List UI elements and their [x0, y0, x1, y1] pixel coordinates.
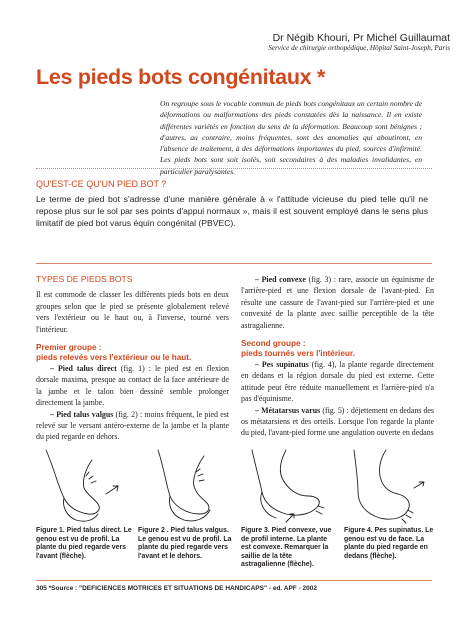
group2-title	[241, 339, 434, 359]
group1-subtitle: pieds relevés vers l'extérieur ou le haut.	[36, 353, 192, 363]
figure-1-illustration	[46, 450, 118, 521]
figure-4-caption: Figure 4. Pes supinatus. Le genou est vu de face. La plante du pied regarde en dedans (flèche).	[344, 527, 434, 560]
convexe-text: (fig. 3) : rare, associe un équinisme de l'arrière-pied et une flexion dorsale de l'avant-pied. En résulte une cassure de l'avant-pied sur l'arrière-pied et une convexité de la plante avec saillie perceptible de la tête astragalienne.	[241, 275, 435, 330]
footer-divider	[36, 580, 432, 581]
types-intro: Il est commode de classer les différents pieds bots en deux groupes selon que le pied se présente globalement relevé vers l'extérieur ou le haut ou, à l'inverse, tourné vers l'intérieur.	[36, 290, 229, 334]
authors: Dr Négib Khouri, Pr Michel Guillaumat	[272, 32, 450, 44]
talus-valgus-paragraph	[36, 409, 229, 443]
supinatus-paragraph	[241, 359, 434, 405]
group1-title	[36, 343, 229, 363]
group1-title-text: Premier groupe :	[36, 343, 102, 353]
group2-subtitle: pieds tournés vers l'intérieur.	[241, 349, 355, 359]
talus-direct-label: – Pied talus direct	[50, 364, 117, 374]
talus-direct-text: (fig. 1) : le pied est en flexion dorsale maxima, presque au contact de la face antérieure de la jambe et le talon bien dessiné semble prolonger directement la jambe.	[36, 364, 229, 408]
talus-valgus-label: – Pied talus valgus	[50, 409, 114, 419]
figure-2-illustration	[158, 450, 210, 521]
talus-valgus-text: (fig. 2) : moins fréquent, le pied est relevé sur le versant antéro-externe de la jambe et la plante du pied regarde en dehors.	[36, 409, 229, 442]
figure-4-illustration	[354, 450, 424, 523]
metatarsus-label: – Métatarsus varus	[255, 405, 321, 415]
types-heading: TYPES DE PIEDS BOTS	[36, 274, 133, 284]
intro-paragraph: On regroupe sous le vocable commun de pieds bots congénitaux un certain nombre de déformations ou malformations des pieds constatées dès la naissance. Il en existe différentes variétés en fonction du sens de la déformation. Beaucoup sont bénignes ; d'autres, au contraire, moins fréquentes, sont des anomalies qui aboutiront, en l'absence de traitement, à des déformations importantes du pied, sources d'infirmité. Les pieds bots sont soit isolés, soit secondaires à des maladies invalidantes, en particulier paralysantes.	[160, 99, 422, 176]
figure-2-caption: Figure 2 . Pied talus valgus. Le genou est vu de profil. La plante du pied regarde vers l'avant et le dehors.	[138, 527, 232, 560]
supinatus-text: (fig. 4), la plante regarde directement en dedans et la région dorsale du pied est externe. Cette attitude peut être réduite manuellement et l'arrière-pied n'a pas d'équinisme.	[241, 360, 434, 404]
supinatus-label: – Pes supinatus	[255, 360, 309, 370]
convexe-label: – Pied convexe	[255, 275, 306, 284]
section-heading: QU'EST-CE QU'UN PIED BOT ?	[36, 179, 167, 189]
column-right	[241, 274, 434, 439]
page-title: Les pieds bots congénitaux *	[36, 65, 326, 89]
talus-direct-paragraph	[36, 363, 229, 409]
section-body: Le terme de pied bot s'adresse d'une manière générale à « l'attitude vicieuse du pied telle qu'il ne repose plus sur le sol par ses points d'appui normaux », mais il est souvent employé dans le sens plus limitatif de pied bot varus équin congénital (PBVEC).	[36, 194, 428, 229]
convexe-paragraph	[241, 274, 434, 331]
figure-1-caption: Figure 1. Pied talus direct. Le genou est vu de profil. La plante du pied regarde vers l'avant (flèche).	[36, 527, 132, 560]
dotted-divider	[36, 168, 432, 169]
metatarsus-paragraph	[241, 405, 434, 439]
figure-3-caption: Figure 3. Pied convexe, vue de profil interne. La plante est convexe. Remarquer la saillie de la tête astragalienne (flèche).	[241, 527, 332, 568]
group2-title-text: Second groupe :	[241, 339, 306, 349]
figure-illustrations	[36, 448, 432, 526]
section-divider	[36, 263, 432, 264]
metatarsus-text: (fig. 5) : déjettement en dedans des os métatarsiens et des orteils. Lorsque l'on regarde la plante du pied, l'avant-pied forme une angulation ouverte en dedans	[241, 405, 435, 438]
figure-3-illustration	[252, 450, 324, 522]
column-left	[36, 274, 229, 443]
affiliation: Service de chirurgie orthopédique, Hôpital Saint-Joseph, Paris	[268, 44, 450, 52]
footer-source: 305 *Source : "DEFICIENCES MOTRICES ET SITUATIONS DE HANDICAPS" - ed. APF - 2002	[36, 585, 318, 592]
